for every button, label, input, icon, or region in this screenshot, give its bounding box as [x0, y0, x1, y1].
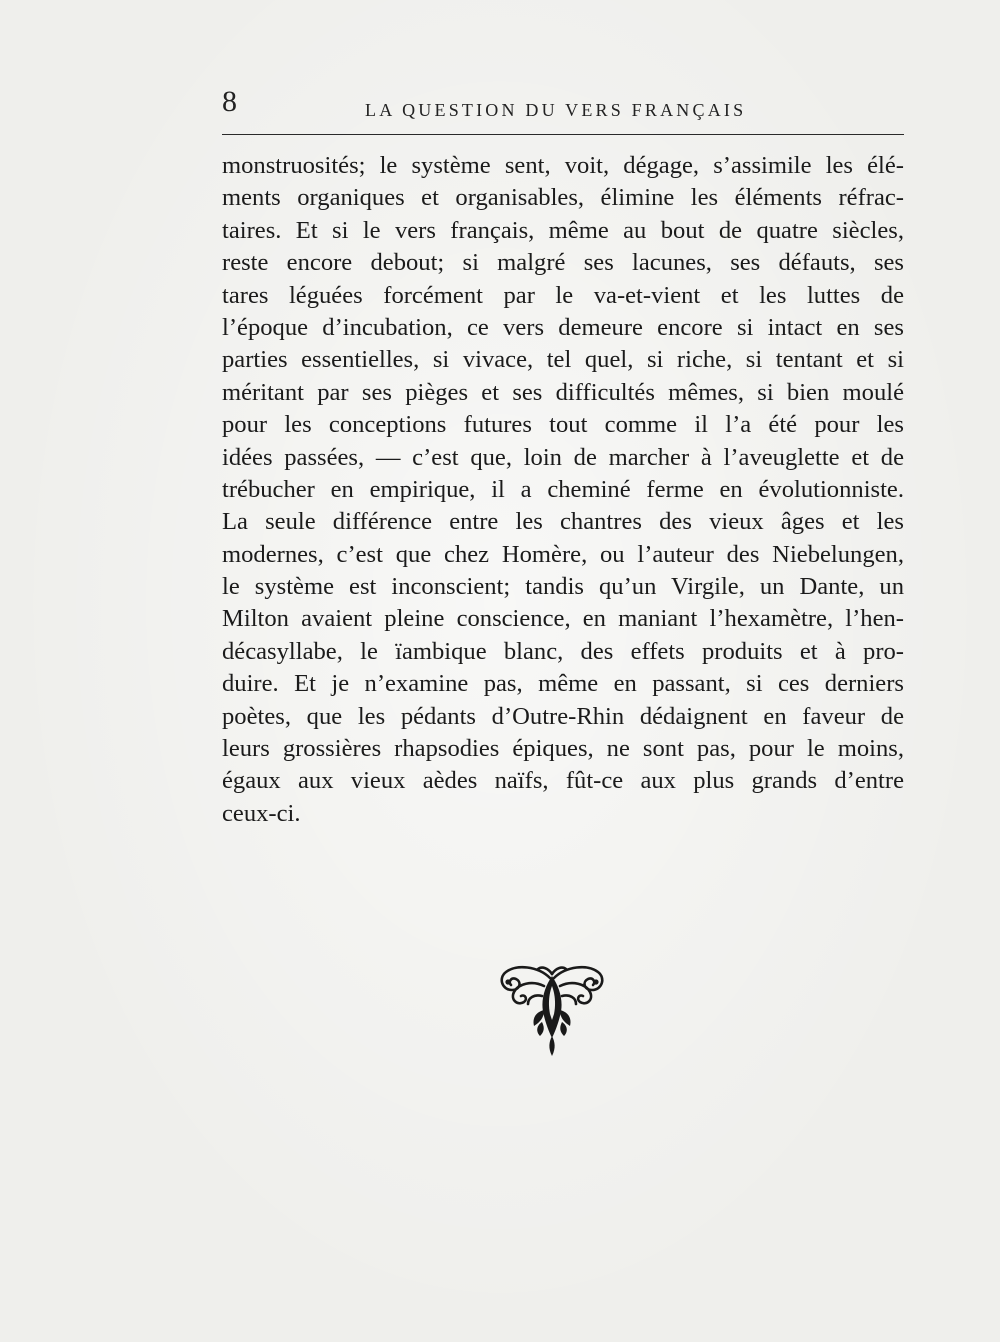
text-line: égaux aux vieux aèdes naïfs, fût-ce aux plus grands d’entre	[222, 767, 904, 795]
text-line: Milton avaient pleine conscience, en maniant l’hexamètre, l’hen-	[222, 605, 904, 633]
text-line: ments organiques et organisables, élimine les éléments réfrac-	[222, 184, 904, 212]
text-line: parties essentielles, si vivace, tel quel, si riche, si tentant et si	[222, 346, 904, 374]
text-line: méritant par ses pièges et ses difficultés mêmes, si bien moulé	[222, 378, 904, 406]
fleuron-ornament-icon	[494, 960, 610, 1058]
text-line: monstruosités; le système sent, voit, dégage, s’assimile les élé-	[222, 152, 904, 179]
text-line: duire. Et je n’examine pas, même en passant, si ces derniers	[222, 670, 904, 698]
text-line: tares léguées forcément par le va-et-vient et les luttes de	[222, 281, 904, 309]
running-header	[222, 84, 904, 136]
text-line: taires. Et si le vers français, même au bout de quatre siècles,	[222, 216, 904, 244]
text-line: modernes, c’est que chez Homère, ou l’auteur des Niebelungen,	[222, 540, 904, 568]
text-line: ceux-ci.	[222, 799, 301, 827]
text-line: idées passées, — c’est que, loin de marcher à l’aveuglette et de	[222, 443, 904, 471]
text-line: décasyllabe, le ïambique blanc, des effets produits et à pro-	[222, 637, 904, 665]
text-line: leurs grossières rhapsodies épiques, ne sont pas, pour le moins,	[222, 735, 904, 763]
page-number: 8	[222, 85, 237, 118]
text-line: le système est inconscient; tandis qu’un Virgile, un Dante, un	[222, 573, 904, 601]
running-title: LA QUESTION DU VERS FRANÇAIS	[365, 100, 747, 120]
text-line: poètes, que les pédants d’Outre-Rhin dédaignent en faveur de	[222, 702, 904, 730]
text-line: reste encore debout; si malgré ses lacunes, ses défauts, ses	[222, 249, 904, 277]
text-line: trébucher en empirique, il a cheminé ferme en évolutionniste.	[222, 475, 904, 503]
body-paragraph	[222, 150, 904, 830]
text-line: pour les conceptions futures tout comme il l’a été pour les	[222, 411, 904, 439]
text-line: l’époque d’incubation, ce vers demeure encore si intact en ses	[222, 313, 904, 341]
text-line: La seule différence entre les chantres des vieux âges et les	[222, 508, 904, 536]
header-rule	[222, 134, 904, 135]
